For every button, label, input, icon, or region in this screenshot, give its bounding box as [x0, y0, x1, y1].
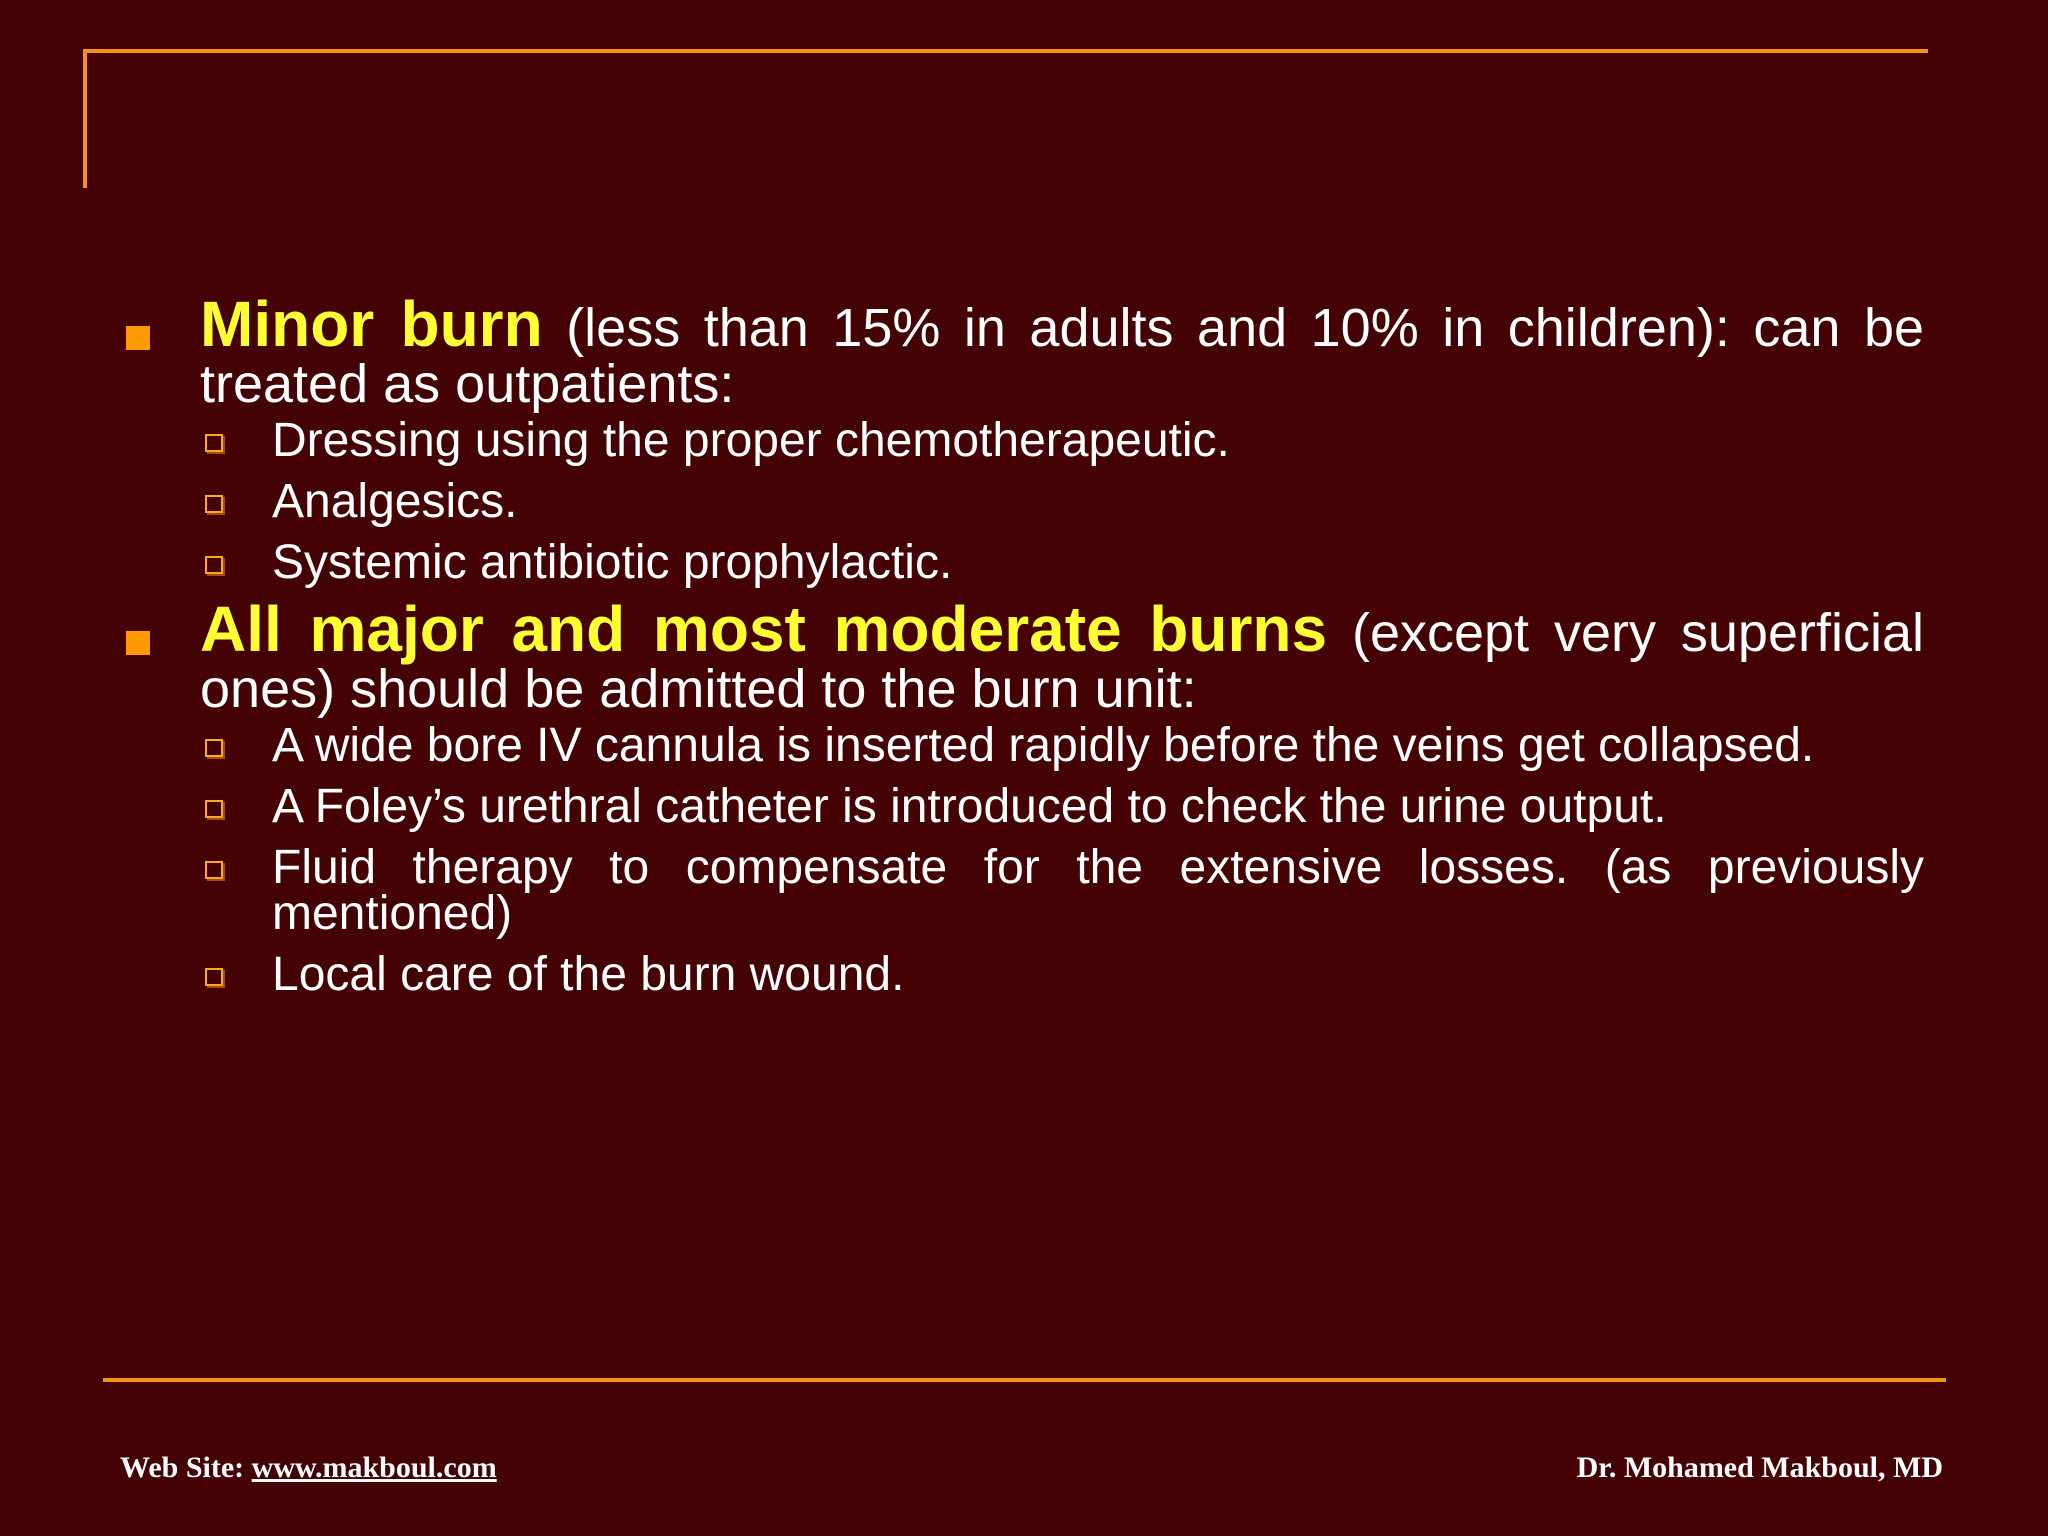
sub-item-text: Local care of the burn wound. — [272, 948, 905, 1001]
sub-item-text: A wide bore IV cannula is inserted rapidly before the veins get collapsed. — [272, 719, 1815, 772]
main-bullet-item — [126, 288, 1925, 414]
footer-website — [120, 1451, 497, 1485]
sub-bullet-list — [126, 414, 1924, 589]
sub-item-text: Analgesics. — [272, 475, 518, 528]
left-frame-line — [83, 49, 87, 188]
sub-bullet-item — [126, 414, 1924, 467]
sub-bullet-item — [126, 948, 1924, 1001]
item-text: (less than 15% in adults and 10% in children): can be treated as outpatients: — [200, 298, 1925, 414]
sub-bullet-item — [126, 475, 1924, 528]
square-bullet-icon — [126, 326, 150, 350]
sub-item-text: Fluid therapy to compensate for the extensive losses. (as previously mentioned) — [272, 841, 1924, 940]
top-frame-line — [83, 49, 1928, 53]
hollow-square-bullet-icon — [205, 556, 223, 574]
hollow-square-bullet-icon — [205, 861, 223, 879]
sub-bullet-item — [126, 841, 1924, 940]
slide-content — [126, 288, 1925, 1013]
sub-item-text: Dressing using the proper chemotherapeutic. — [272, 414, 1230, 467]
footer-author: Dr. Mohamed Makboul, MD — [1576, 1451, 1943, 1484]
sub-bullet-list — [126, 719, 1924, 1001]
hollow-square-bullet-icon — [205, 434, 223, 452]
sub-bullet-item — [126, 780, 1924, 833]
hollow-square-bullet-icon — [205, 739, 223, 757]
hollow-square-bullet-icon — [205, 968, 223, 986]
website-link[interactable]: www.makboul.com — [251, 1451, 497, 1484]
hollow-square-bullet-icon — [205, 495, 223, 513]
footer-divider-line — [103, 1378, 1946, 1382]
square-bullet-icon — [126, 631, 150, 655]
website-label: Web Site: — [120, 1451, 252, 1484]
sub-item-text: Systemic antibiotic prophylactic. — [272, 536, 953, 589]
item-heading: Minor burn — [200, 288, 543, 360]
sub-bullet-item — [126, 719, 1924, 772]
item-heading: All major and most moderate burns — [200, 593, 1328, 665]
item-text: (except very superficial ones) should be admitted to the burn unit: — [200, 603, 1924, 719]
sub-item-text: A Foley’s urethral catheter is introduced to check the urine output. — [272, 780, 1667, 833]
sub-bullet-item — [126, 536, 1924, 589]
hollow-square-bullet-icon — [205, 800, 223, 818]
main-bullet-item — [126, 593, 1924, 719]
